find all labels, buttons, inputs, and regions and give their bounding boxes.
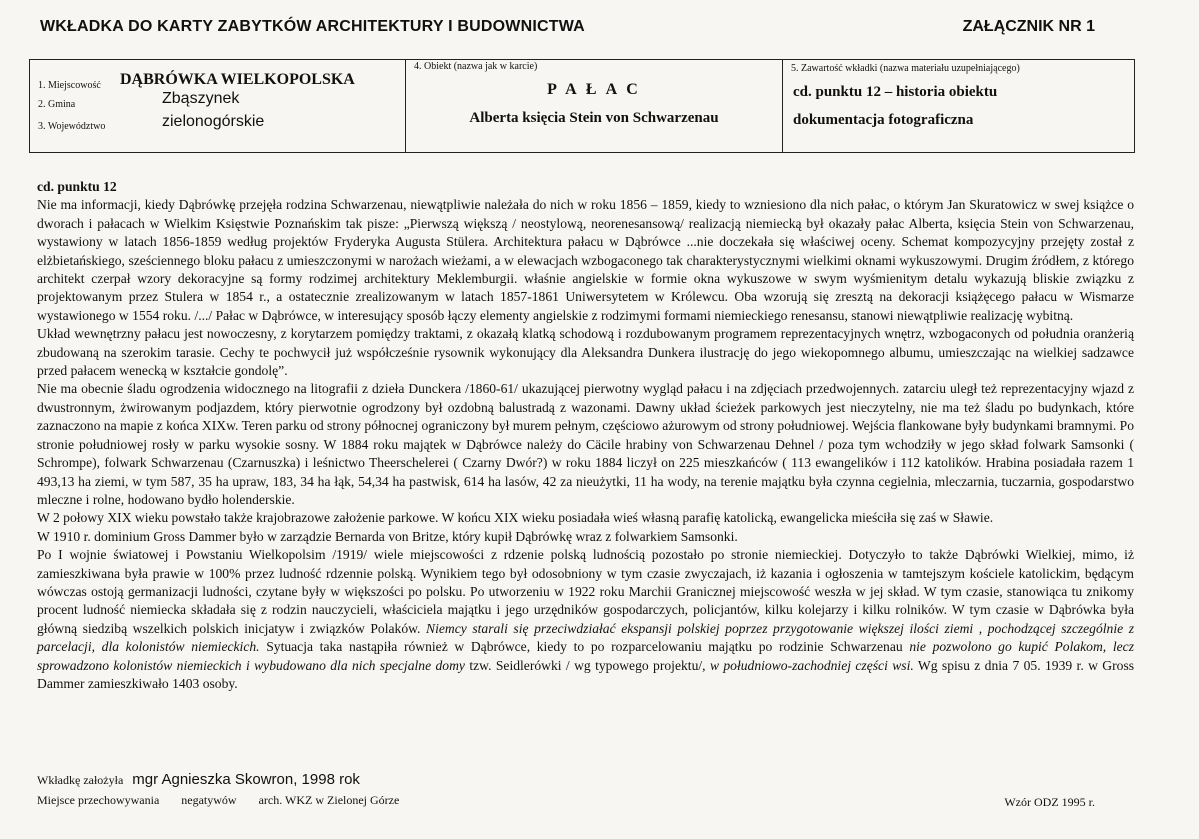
author-value: mgr Agnieszka Skowron, 1998 rok <box>132 771 360 788</box>
content-line-1: cd. punktu 12 – historia obiektu <box>793 84 998 100</box>
paragraph-2: Układ wewnętrzny pałacu jest nowoczesny, z korytarzem pomiędzy traktami, z okazałą klatką schodową i rozdubowanym programem reprezentacyjnych wnętrz, wzbogaconych od południa oranżerią zbudowaną na szerokim tarasie. Cechy te pochwycił już współcześnie rysownik wykonujący dla Aleksandra Dunkera ilustrację do jego wiekopomnego albumu, umieszczając na wielkiej sadzawce przed pałacem wenecką w kształcie gondolę”. <box>37 326 1134 379</box>
p6-italic-3: w południowo-zachodniej części wsi. <box>709 657 914 673</box>
p6-part-c: tzw. Seidlerówki / wg typowego projektu/, <box>469 657 706 673</box>
p6-italic-1: Niemcy starali się przeciwdziałać ekspansji polskiej poprzez przygotowanie większej ilości ziemi , pochodzącej szczególnie z parcelacji, dla kolonistów niemieckich. <box>37 620 1135 655</box>
p6-part-d: Wg spisu z dnia 7 05. 1939 r. w Gross Dammer zamieszkiwało 1403 osoby. <box>37 657 1135 691</box>
object-cell <box>406 60 783 152</box>
voivodeship-row <box>38 113 265 134</box>
locality-row <box>38 71 355 93</box>
voivodeship-label: 3. Województwo <box>38 121 106 132</box>
object-label: 4. Obiekt (nazwa jak w karcie) <box>414 61 538 72</box>
main-text <box>37 178 1134 693</box>
storage-value: negatywów <box>181 793 237 807</box>
template-note: Wzór ODZ 1995 r. <box>1004 795 1095 809</box>
location-cell <box>30 60 406 152</box>
paragraph-6 <box>37 546 1134 693</box>
object-name: P A Ł A C <box>547 81 641 98</box>
p6-part-b: Sytuacja taka nastąpiła również w Dąbrówce, kiedy to po rozparcelowaniu majątku po rodzinie Schwarzenau <box>266 639 903 655</box>
voivodeship-value: zielonogórskie <box>162 113 265 130</box>
section-title: cd. punktu 12 <box>37 179 117 194</box>
paragraph-4: W 2 połowy XIX wieku powstało także krajobrazowe założenie parkowe. W końcu XIX wieku posiadała wieś własną parafię katolicką, ewangelicka mieściła się zaś w Sławie. <box>37 510 994 526</box>
annex-number: ZAŁĄCZNIK NR 1 <box>962 18 1095 35</box>
locality-value: DĄBRÓWKA WIELKOPOLSKA <box>120 71 355 88</box>
object-subtitle: Alberta księcia Stein von Schwarzenau <box>469 110 719 126</box>
paragraph-5: W 1910 r. dominium Gross Dammer było w zarządzie Bernarda von Britze, który kupił Dąbrówkę wraz z folwarkiem Samsonki. <box>37 528 738 544</box>
p6-italic-2: nie pozwolono go kupić Polakom, lecz sprowadzono kolonistów niemieckich i wybudowano dla nich specjalne domy <box>37 639 1134 673</box>
locality-label: 1. Miejscowość <box>38 80 101 91</box>
p6-part-a: Po I wojnie światowej i Powstaniu Wielkopolsim /1919/ wiele miejscowości z rdzenie polską ludnością pozostało po stronie niemieckiej. Dotyczyło to także Dąbrówki Wielkiej, mimo, iż zamieszkiwana była prawie w 100% przez ludność rdzennie polską. Wynikiem tego był odosobniony w tym czasie zwyczajach, iż kazania i ogłoszenia w tamtejszym kościele katolickim, będącym wówczas ostoją germanizacji ludności, czytane były w większości po polsku. Po utworzeniu w 1922 roku Marchii Granicznej miejscowość weszła w jej skład. W tym czasie, stanowiąca tu znikomy procent ludność niemiecka składała się z rodzin nauczycieli, właściciela majątku i jego urzędników gospodarczych, policjantów, kilku kolejarzy i kilku rolników. W tym czasie w Dąbrówka była główną siedzibą wszelkich polskich inicjatyw i związków Polaków. <box>37 547 1134 636</box>
info-box <box>29 59 1135 153</box>
author-line <box>37 771 360 788</box>
gmina-label: 2. Gmina <box>38 99 76 110</box>
paragraph-3: Nie ma obecnie śladu ogrodzenia widocznego na litografii z dzieła Dunckera /1860-61/ ukazującej pierwotny wygląd pałacu i na zdjęciach przedwojennych. zatarciu uległ też reprezentacyjny wjazd z dwustronnym, żwirowanym podjazdem, który pierwotnie ogrodzony był ozdobną balustradą z wazonami. Dawny układ ścieżek parkowych jest nieczytelny, nie ma też śladu po budynkach, które zaznaczono na mapie z końca XIXw. Teren parku od strony północnej ograniczony był murem pełnym, częściowo ażurowym od strony południowej. Wejścia flankowane były budynkami bramnymi. Po stronie południowej rosły w parku wysokie sosny. W 1884 roku majątek w Dąbrówce należy do Cäcile hrabiny von Schwarzenau Dehnel / poza tym wchodziły w jego skład folwark Samsonki ( Schrompe), folwark Schwarzenau (Czarnuszka) i leśnictwo Theerschelerei ( Czarny Dwór?) w roku 1884 liczył on 225 mieszkańców ( 113 ewangelików i 112 katolików. Hrabina posiadała razem 1 493,13 ha ziemi, w tym 587, 35 ha upraw, 183, 34 ha łąk, 54,34 ha pastwisk, 614 ha lasów, 42 za nieużytki, 11 ha wody, na terenie majątku była czynna cegielnia, mleczarnia, tuczarnia, gospodarstwo mleczne i rolne, hodowano bydło holenderskie. <box>37 381 1134 507</box>
document-title: WKŁADKA DO KARTY ZABYTKÓW ARCHITEKTURY I BUDOWNICTWA <box>40 18 585 35</box>
content-label: 5. Zawartość wkładki (nazwa materiału uzupełniającego) <box>791 63 1020 74</box>
gmina-value: Zbąszynek <box>162 90 240 107</box>
content-cell <box>783 60 1134 152</box>
storage-place: arch. WKZ w Zielonej Górze <box>258 793 400 807</box>
gmina-row <box>38 90 240 112</box>
paragraph-1: Nie ma informacji, kiedy Dąbrówkę przejęła rodzina Schwarzenau, niewątpliwie należała do nich w roku 1856 – 1859, kiedy to wzniesiono dla nich pałac, o którym Jan Skuratowicz w swej książce o dworach i pałacach w Wielkim Księstwie Poznańskim tak pisze: „Pierwszą większą / neostylową, neorenesansową/ realizacją niemiecką był okazały pałac Alberta, księcia Stein von Schwarzenau, wystawiony w latach 1856-1859 według projektów Fryderyka Augusta Stülera. Architektura pałacu w Dąbrówce ...nie doczekała się właściwej oceny. Schemat kompozycyjny przejęty został z elżbietańskiego, sześciennego bloku pałacu z umieszczonymi w narożach wieżami, a w elewacjach wzbogaconego tak charakterystycznymi wielkimi oknami wykuszowymi. Drugim źródłem, z którego architekt czerpał wzory dekoracyjne są formy rodzimej architektury Meklemburgii. właśnie angielskie w formie okna wykuszowe w swym wyśmienitym detalu wykazują bliskie związku z projektowanym przez Stulera w 1854 r., a ostatecznie zrealizowanym w latach 1857-1861 Uniwersytetem w Królewcu. Oba wzorują się zresztą na dekoracji książęcego pałacu w Wismarze wystawionego w 1554 roku. /.../ Pałac w Dąbrówce, w interesujący sposób łączy elementy angielskie z rodzimymi formami niemieckiego renesansu, stanowi niewątpliwie realizację wybitną. <box>37 197 1134 323</box>
storage-line <box>37 793 399 808</box>
storage-label: Miejsce przechowywania <box>37 793 160 807</box>
content-line-2: dokumentacja fotograficzna <box>793 112 974 128</box>
author-label: Wkładkę założyła <box>37 773 124 787</box>
